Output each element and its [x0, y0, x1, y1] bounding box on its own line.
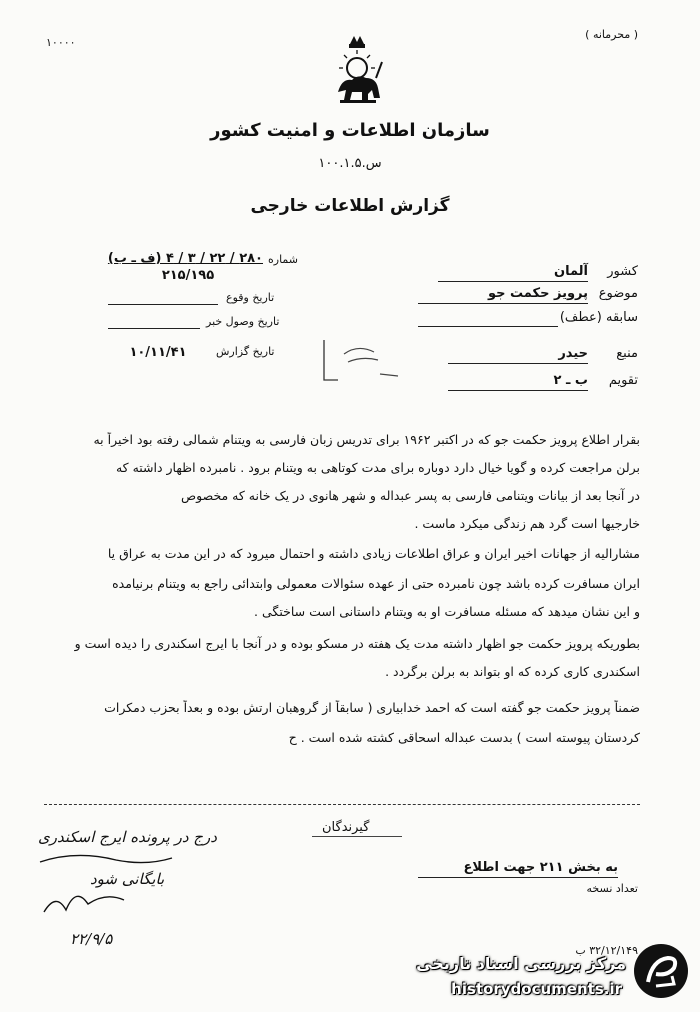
- field-rating-line: [448, 390, 588, 391]
- field-subject-value: پرویز حکمت جو: [488, 286, 588, 301]
- field-subject-line: [418, 303, 588, 304]
- distribution-line: [418, 877, 618, 878]
- handwritten-date: ۲۲/۹/۵: [70, 930, 113, 948]
- bottom-code: ۳۲/۱۲/۱۴۹ ب: [575, 944, 638, 957]
- body-line: بقرار اطلاع پرویز حکمت جو که در اکتبر ۱۹۶۲ برای تدریس زبان فارسی به ویتنام شمالی رفته بود اخیراً به: [93, 432, 640, 447]
- body-line: و این نشان میدهد که مسئله مسافرت او به ویتنام داستانی است ساختگی .: [254, 604, 640, 619]
- body-line: کردستان پیوسته است ) بدست عبداله اسحاقی کشته شده است . ح: [288, 730, 640, 745]
- form-code: س.۱۰۰.۱.۵: [318, 156, 382, 171]
- field-country-value: آلمان: [553, 264, 588, 279]
- field-rating-value: ب ـ ۲: [553, 373, 588, 388]
- field-report-date-label: تاریخ گزارش: [216, 345, 275, 358]
- recipients-label: گیرندگان: [322, 820, 370, 835]
- field-report-date-value: ۱۰/۱۱/۴۱: [129, 345, 187, 360]
- body-line: ضمناً پرویز حکمت جو گفته است که احمد خدابیاری ( سابقاً از گروهبان ارتش بوده و بعداً بحزب دمکرات: [104, 700, 640, 715]
- body-line: ایران مسافرت کرده باشد چون نامبرده حتی از عهده سئوالات معمولی وابتدائی راجع به ویتنام برنیامده: [112, 576, 640, 591]
- recipients-underline: [312, 818, 402, 837]
- handwritten-note-line-1: درج در پرونده ایرج اسکندری: [38, 828, 217, 846]
- field-subject-label: موضوع: [598, 286, 638, 301]
- stamp-bracket-icon: [318, 336, 408, 386]
- field-reference-label: سابقه (عطف): [559, 310, 638, 325]
- handwritten-note-line-2: بایگانی شود: [90, 870, 165, 888]
- field-number-value: ۲۸۰ / ۲۲ / ۳ / ۴ (ف ـ ب): [107, 251, 263, 266]
- classification-label: ( محرمانه ): [585, 28, 638, 41]
- body-line: مشارالیه از جهانات اخیر ایران و عراق اطلاعات زیادی داشته و احتمال میرود که در این مدت به عراق یا: [107, 546, 640, 561]
- body-line: برلن مراجعت کرده و گویا خیال دارد دوباره برای مدت کوتاهی به ویتنام برود . نامبرده اظهار داشته که: [115, 460, 640, 475]
- field-rating-label: تقویم: [608, 373, 638, 388]
- handwritten-signature-icon: [36, 852, 176, 922]
- watermark-url[interactable]: historydocuments.ir: [451, 980, 622, 998]
- field-country-line: [438, 281, 588, 282]
- top-left-code: ۱۰۰۰۰: [46, 36, 76, 49]
- field-received-date-label: تاریخ وصول خبر: [206, 315, 280, 328]
- body-line: در آنجا بعد از بیانات ویتنامی فارسی به پسر عبداله و شهر هانوی در یک خانه که مخصوص: [181, 488, 640, 503]
- field-occurrence-date-label: تاریخ وقوع: [226, 291, 275, 304]
- archive-logo-icon: [634, 944, 688, 998]
- field-received-date-line: [108, 328, 200, 329]
- body-line: بطوریکه پرویز حکمت جو اظهار داشته مدت یک هفته در مسکو بوده و در آنجا با ایرج اسکندری را دیده است و: [74, 636, 640, 651]
- lion-and-sun-emblem-icon: [328, 34, 386, 106]
- watermark-title: مرکز بررسی اسناد تاریخی: [416, 954, 626, 973]
- organization-name: سازمان اطلاعات و امنیت کشور: [210, 120, 490, 141]
- field-source-value: حیدر: [558, 346, 588, 361]
- report-title: گزارش اطلاعات خارجی: [250, 196, 450, 216]
- body-line: اسکندری کاری کرده که او بتواند به برلن برگردد .: [385, 664, 640, 679]
- field-country-label: کشور: [607, 264, 638, 279]
- field-source-label: منبع: [616, 346, 638, 361]
- body-line: خارجیها است گرد هم زندگی میکرد ماست .: [414, 516, 640, 531]
- field-occurrence-date-line: [108, 304, 218, 305]
- field-source-line: [448, 363, 588, 364]
- field-number-secondary: ۲۱۵/۱۹۵: [161, 268, 215, 283]
- field-reference-line: [418, 326, 558, 327]
- distribution-note: به بخش ۲۱۱ جهت اطلاع: [463, 860, 618, 875]
- copies-label: تعداد نسخه: [586, 882, 638, 895]
- separator-line: [44, 804, 640, 805]
- field-number-label: شماره: [268, 253, 299, 266]
